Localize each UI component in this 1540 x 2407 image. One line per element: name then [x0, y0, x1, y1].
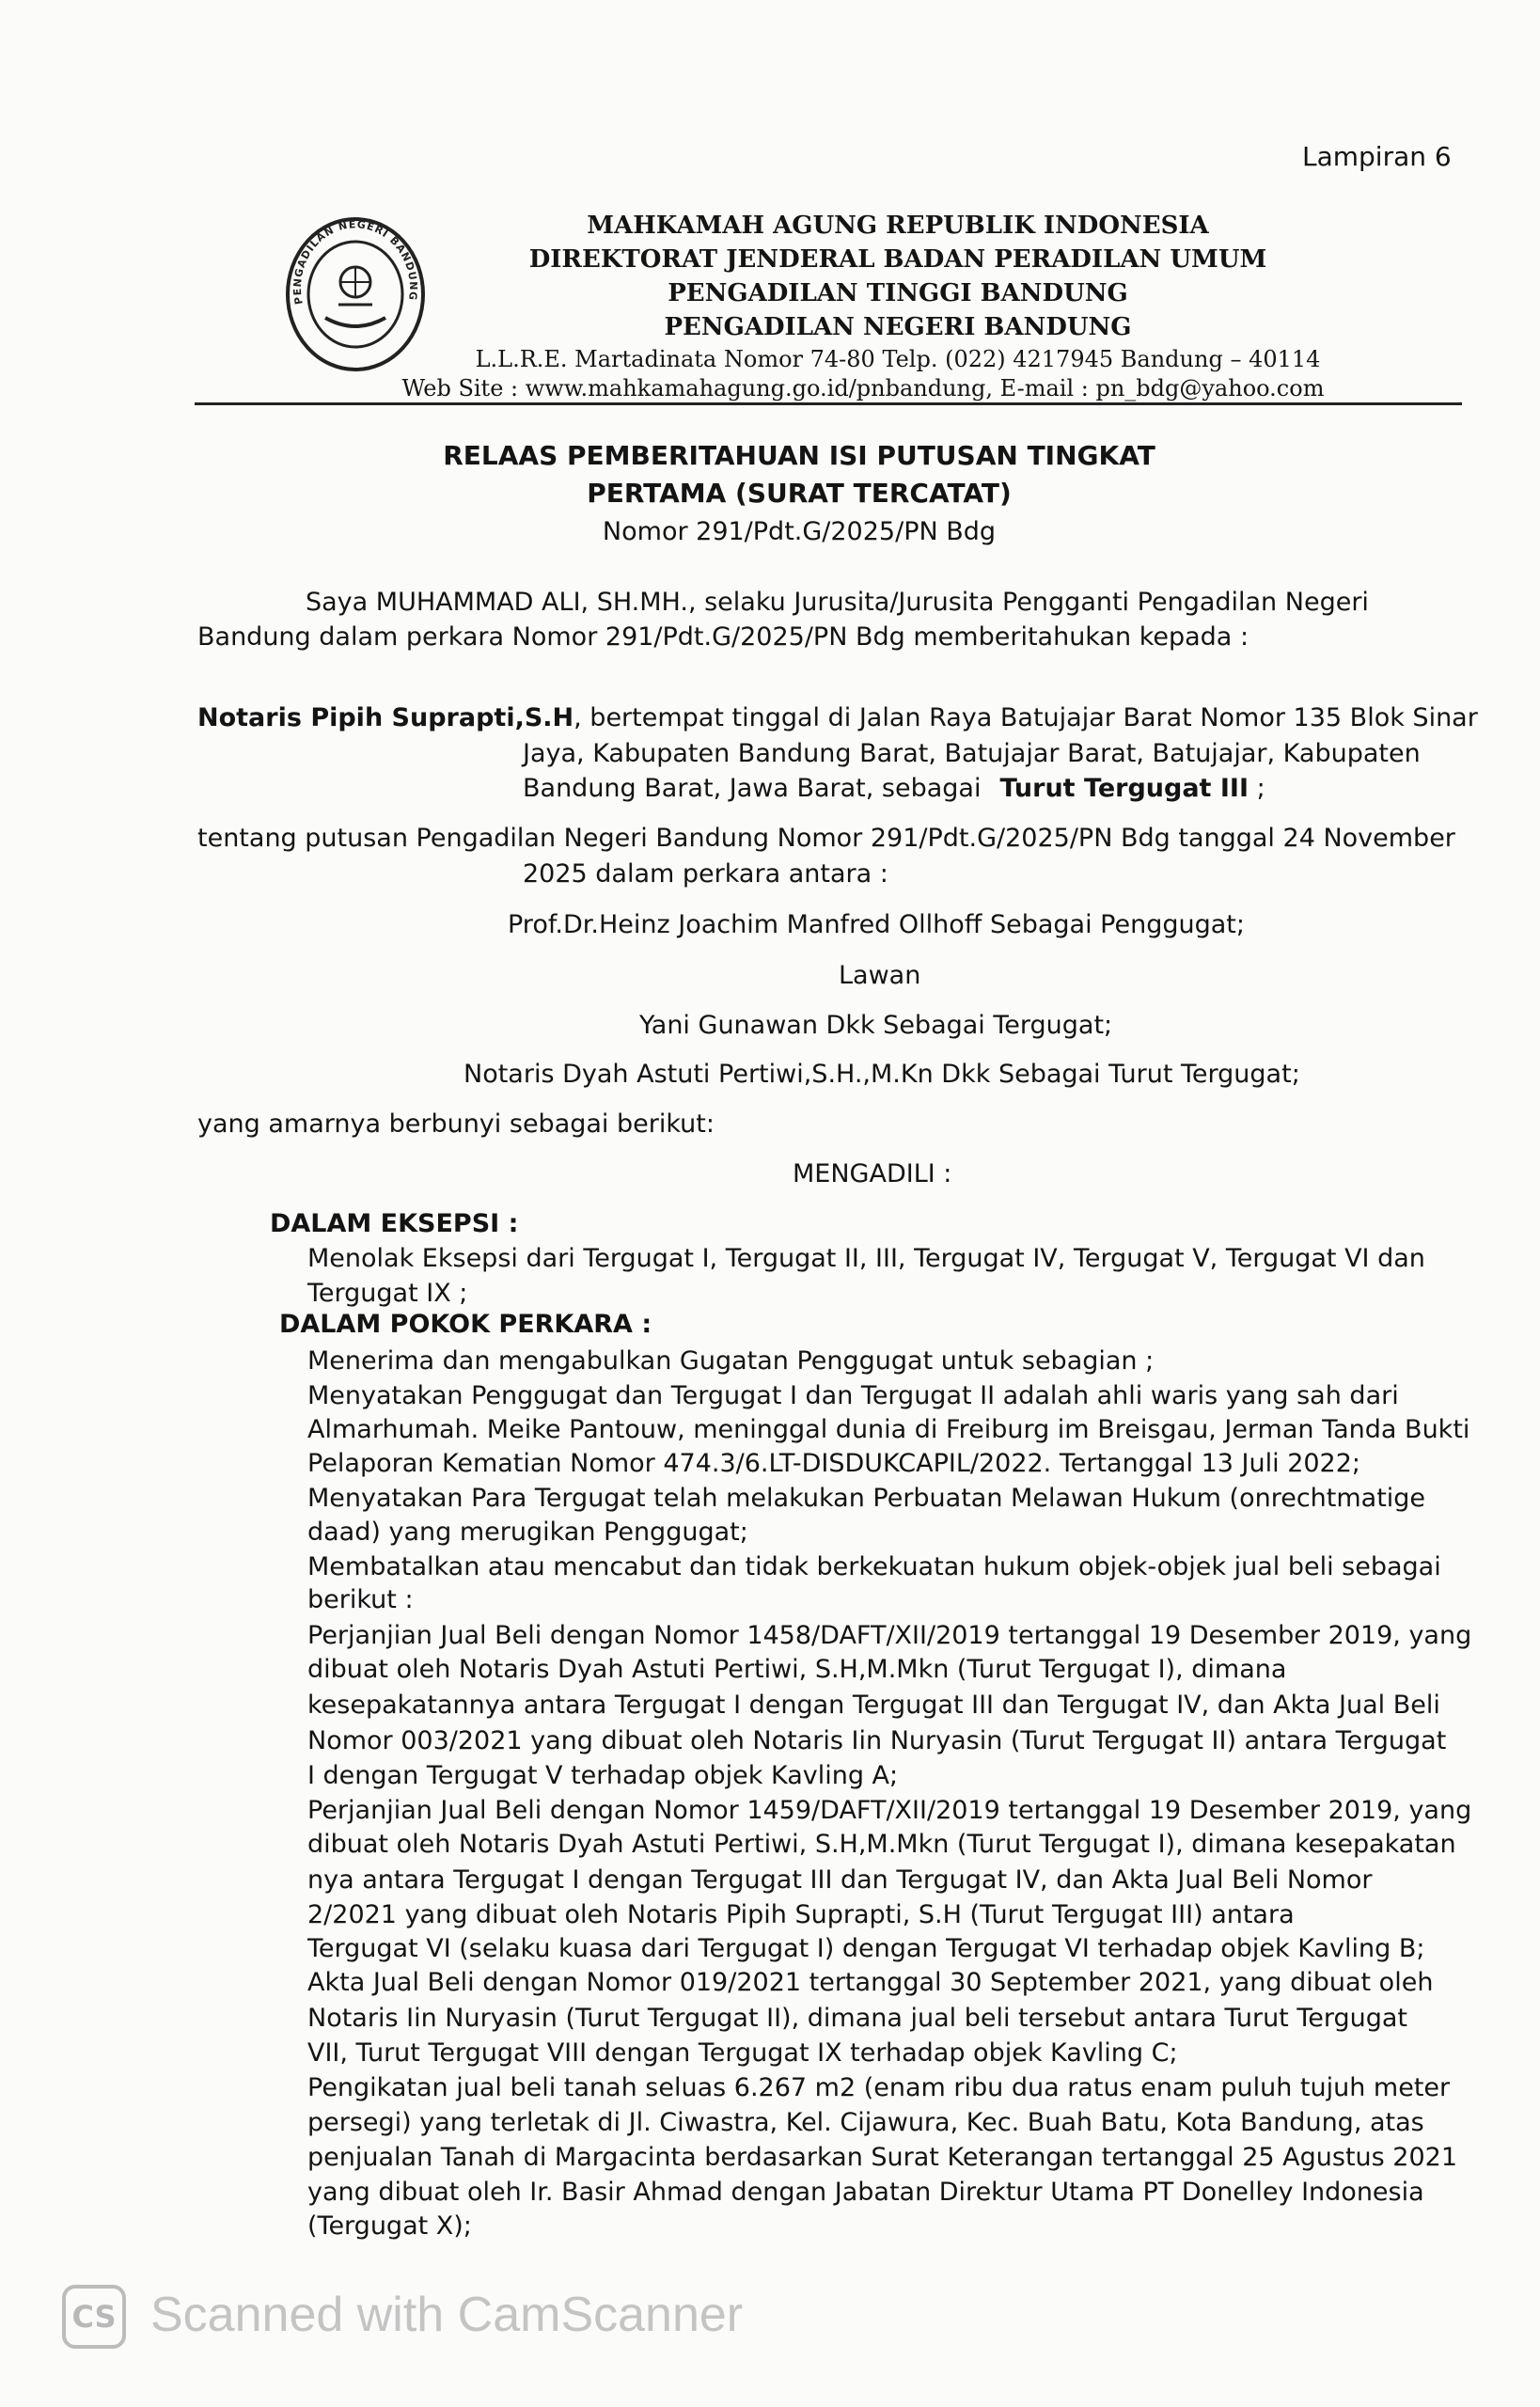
- letterhead-line-1: MAHKAMAH AGUNG REPUBLIK INDONESIA: [587, 212, 1209, 240]
- letterhead-line-4: PENGADILAN NEGERI BANDUNG: [664, 313, 1132, 341]
- pokok-line: VII, Turut Tergugat VIII dengan Tergugat IX terhadap objek Kavling C;: [307, 2038, 1178, 2068]
- pokok-line: dibuat oleh Notaris Dyah Astuti Pertiwi, S.H,M.Mkn (Turut Tergugat I), dimana kesepakatan: [307, 1830, 1456, 1859]
- eksepsi-line: Menolak Eksepsi dari Tergugat I, Tergugat II, III, Tergugat IV, Tergugat V, Tergugat VI dan: [307, 1244, 1425, 1273]
- pokok-heading: DALAM POKOK PERKARA :: [279, 1310, 652, 1339]
- pokok-line: yang dibuat oleh Ir. Basir Ahmad dengan Jabatan Direktur Utama PT Donelley Indonesia: [307, 2178, 1424, 2207]
- intro-line-2: Bandung dalam perkara Nomor 291/Pdt.G/2025/PN Bdg memberitahukan kepada :: [197, 622, 1249, 652]
- pokok-line: dibuat oleh Notaris Dyah Astuti Pertiwi, S.H,M.Mkn (Turut Tergugat I), dimana: [307, 1655, 1287, 1684]
- pokok-line: Perjanjian Jual Beli dengan Nomor 1459/DAFT/XII/2019 tertanggal 19 Desember 2019, yang: [307, 1796, 1472, 1825]
- document-title-line-2: PERTAMA (SURAT TERCATAT): [587, 478, 1012, 509]
- pokok-line: penjualan Tanah di Margacinta berdasarkan Surat Keterangan tertanggal 25 Agustus 2021: [307, 2143, 1458, 2172]
- document-number: Nomor 291/Pdt.G/2025/PN Bdg: [602, 517, 997, 546]
- eksepsi-heading: DALAM EKSEPSI :: [270, 1209, 519, 1238]
- camscanner-watermark: Scanned with CamScanner: [150, 2288, 744, 2342]
- regarding-line-2: 2025 dalam perkara antara :: [523, 859, 888, 889]
- addressee-address-part-1: , bertempat tinggal di Jalan Raya Batujajar Barat Nomor 135 Blok Sinar: [574, 703, 1478, 732]
- pokok-line: kesepakatannya antara Tergugat I dengan Tergugat III dan Tergugat IV, dan Akta Jual Beli: [307, 1691, 1440, 1720]
- addressee-role: Turut Tergugat III: [999, 774, 1249, 803]
- addressee-name: Notaris Pipih Suprapti,S.H: [197, 703, 574, 732]
- letterhead-web: Web Site : www.mahkamahagung.go.id/pnbandung, E-mail : pn_bdg@yahoo.com: [401, 375, 1325, 401]
- document-title-line-1: RELAAS PEMBERITAHUAN ISI PUTUSAN TINGKAT: [443, 440, 1155, 471]
- attachment-label: Lampiran 6: [1302, 141, 1452, 172]
- pokok-line: Notaris Iin Nuryasin (Turut Tergugat II), dimana jual beli tersebut antara Turut Tergugat: [307, 2004, 1408, 2033]
- addressee-address-part-3: Bandung Barat, Jawa Barat, sebagai: [523, 774, 982, 803]
- pokok-line: (Tergugat X);: [307, 2211, 472, 2241]
- regarding-line-1: tentang putusan Pengadilan Negeri Bandung Nomor 291/Pdt.G/2025/PN Bdg tanggal 24 November: [197, 824, 1455, 853]
- pokok-line: Akta Jual Beli dengan Nomor 019/2021 tertanggal 30 September 2021, yang dibuat oleh: [307, 1968, 1434, 1997]
- pokok-line: Pelaporan Kematian Nomor 474.3/6.LT-DISDUKCAPIL/2022. Tertanggal 13 Juli 2022;: [307, 1449, 1361, 1478]
- pokok-line: Pengikatan jual beli tanah seluas 6.267 m2 (enam ribu dua ratus enam puluh tujuh meter: [307, 2073, 1451, 2102]
- party-versus: Lawan: [839, 961, 921, 990]
- addressee-line-3: [523, 774, 1265, 803]
- pokok-line: Menerima dan mengabulkan Gugatan Penggugat untuk sebagian ;: [307, 1346, 1155, 1376]
- pokok-line: Menyatakan Penggugat dan Tergugat I dan Tergugat II adalah ahli waris yang sah dari: [307, 1381, 1399, 1410]
- pokok-line: Tergugat VI (selaku kuasa dari Tergugat I) dengan Tergugat VI terhadap objek Kavling B;: [307, 1934, 1425, 1963]
- pokok-line: Menyatakan Para Tergugat telah melakukan Perbuatan Melawan Hukum (onrechtmatige: [307, 1484, 1426, 1513]
- addressee-line-1: [197, 703, 1478, 732]
- addressee-line-end: ;: [1248, 774, 1265, 803]
- pokok-line: Perjanjian Jual Beli dengan Nomor 1458/DAFT/XII/2019 tertanggal 19 Desember 2019, yang: [307, 1621, 1472, 1650]
- court-seal-logo: [284, 214, 427, 374]
- addressee-line-2: Jaya, Kabupaten Bandung Barat, Batujajar Barat, Batujajar, Kabupaten: [523, 739, 1421, 768]
- party-plaintiff: Prof.Dr.Heinz Joachim Manfred Ollhoff Sebagai Penggugat;: [508, 910, 1245, 939]
- verdict-intro: yang amarnya berbunyi sebagai berikut:: [197, 1109, 715, 1139]
- pokok-line: daad) yang merugikan Penggugat;: [307, 1518, 748, 1547]
- party-defendant: Yani Gunawan Dkk Sebagai Tergugat;: [639, 1011, 1113, 1040]
- intro-line-1: Saya MUHAMMAD ALI, SH.MH., selaku Jurusita/Jurusita Pengganti Pengadilan Negeri: [306, 588, 1369, 617]
- pokok-line: persegi) yang terletak di Jl. Ciwastra, Kel. Cijawura, Kec. Buah Batu, Kota Bandung, atas: [307, 2108, 1424, 2137]
- letterhead-line-2: DIREKTORAT JENDERAL BADAN PERADILAN UMUM: [528, 245, 1267, 274]
- pokok-line: Membatalkan atau mencabut dan tidak berkekuatan hukum objek-objek jual beli sebagai: [307, 1552, 1441, 1581]
- camscanner-logo-icon: CS: [62, 2285, 126, 2349]
- letterhead-line-3: PENGADILAN TINGGI BANDUNG: [668, 279, 1128, 307]
- pokok-line: I dengan Tergugat V terhadap objek Kavling A;: [307, 1761, 899, 1790]
- letterhead-divider: [195, 402, 1462, 405]
- pokok-line: Almarhumah. Meike Pantouw, meninggal dunia di Freiburg im Breisgau, Jerman Tanda Bukti: [307, 1415, 1470, 1444]
- pokok-line: nya antara Tergugat I dengan Tergugat III dan Tergugat IV, dan Akta Jual Beli Nomor: [307, 1865, 1373, 1895]
- mengadili-heading: MENGADILI :: [793, 1159, 952, 1188]
- letterhead-address: L.L.R.E. Martadinata Nomor 74-80 Telp. (022) 4217945 Bandung – 40114: [475, 346, 1321, 372]
- party-co-defendant: Notaris Dyah Astuti Pertiwi,S.H.,M.Kn Dkk Sebagai Turut Tergugat;: [464, 1060, 1300, 1089]
- pokok-line: berikut :: [307, 1585, 414, 1614]
- pokok-line: Nomor 003/2021 yang dibuat oleh Notaris Iin Nuryasin (Turut Tergugat II) antara Tergugat: [307, 1726, 1447, 1755]
- pokok-line: 2/2021 yang dibuat oleh Notaris Pipih Suprapti, S.H (Turut Tergugat III) antara: [307, 1900, 1295, 1929]
- svg-text:PENGADILAN NEGERI BANDUNG: PENGADILAN NEGERI BANDUNG: [291, 218, 420, 306]
- eksepsi-line: Tergugat IX ;: [307, 1279, 468, 1308]
